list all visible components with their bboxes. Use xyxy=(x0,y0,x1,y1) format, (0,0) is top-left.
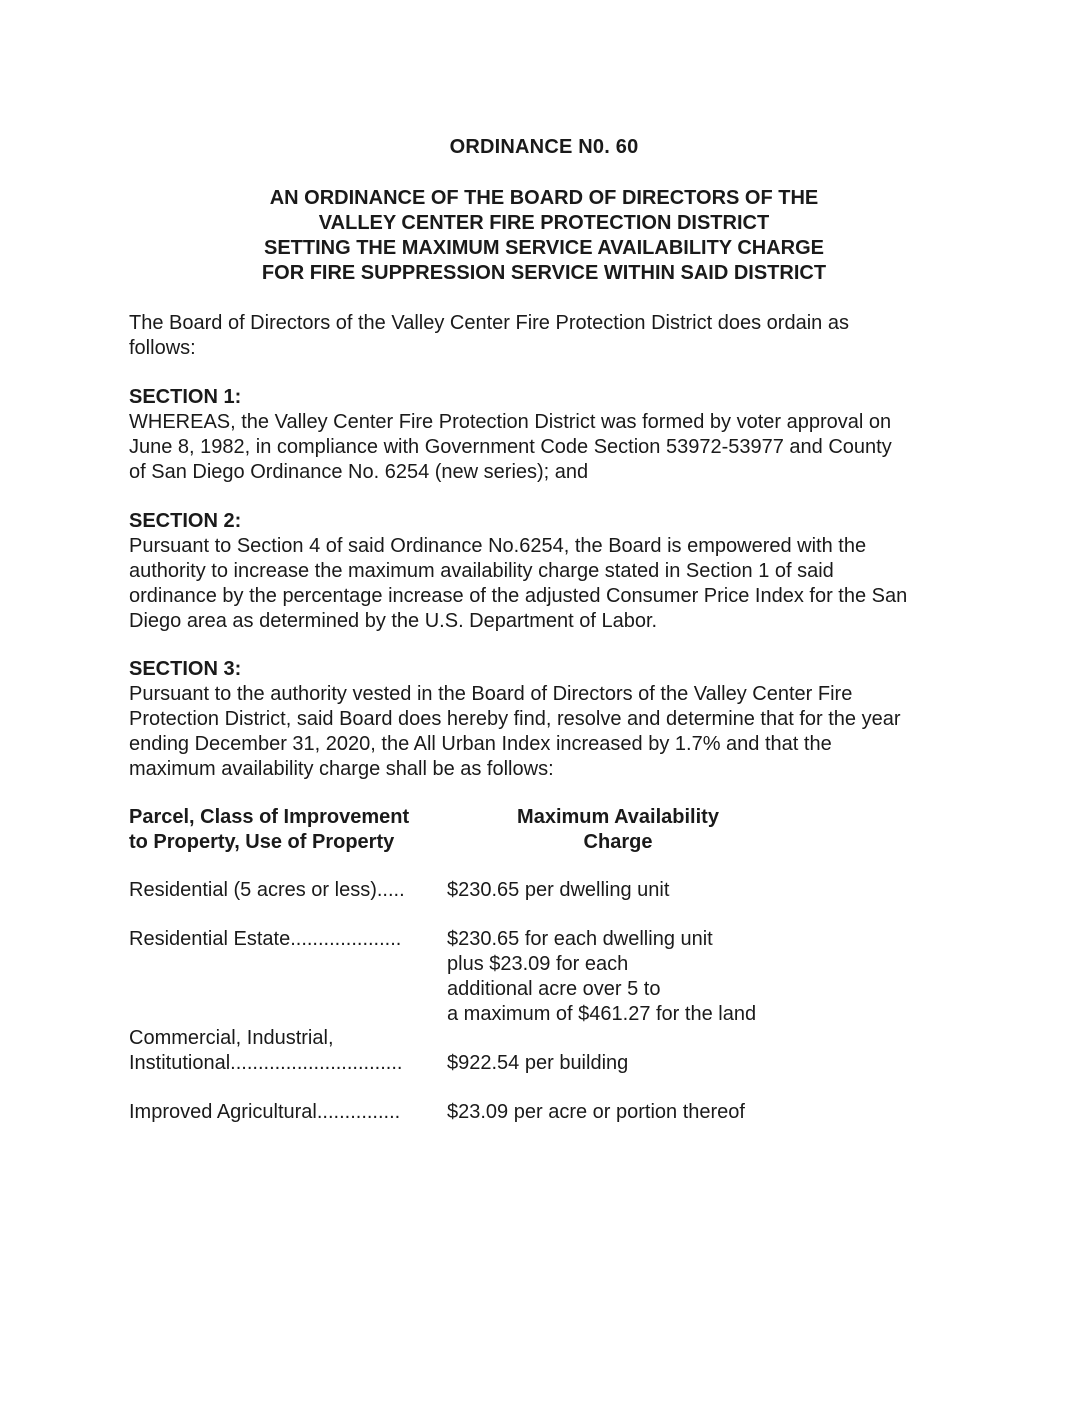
section-3-line: ending December 31, 2020, the All Urban Index increased by 1.7% and that the xyxy=(129,733,832,755)
table-row-value xyxy=(447,927,867,1027)
section-2-body xyxy=(129,534,969,634)
title-line: AN ORDINANCE OF THE BOARD OF DIRECTORS OF THE xyxy=(269,187,819,209)
table-row-value xyxy=(447,1100,867,1125)
section-1-line: June 8, 1982, in compliance with Government Code Section 53972-53977 and County xyxy=(129,436,892,458)
row-value-line: $23.09 per acre or portion thereof xyxy=(447,1101,745,1123)
section-2-line: authority to increase the maximum availability charge stated in Section 1 of said xyxy=(129,560,834,582)
intro-paragraph xyxy=(129,311,969,361)
section-2-line: Pursuant to Section 4 of said Ordinance No.6254, the Board is empowered with the xyxy=(129,535,867,557)
row-label-line: Commercial, Industrial, xyxy=(129,1027,334,1049)
table-header-line: Parcel, Class of Improvement xyxy=(129,806,410,828)
section-3-line: maximum availability charge shall be as follows: xyxy=(129,758,554,780)
section-2-line: ordinance by the percentage increase of the adjusted Consumer Price Index for the San xyxy=(129,585,908,607)
table-row-label xyxy=(129,1026,429,1076)
table-header-property-class xyxy=(129,805,449,855)
title-line: FOR FIRE SUPPRESSION SERVICE WITHIN SAID DISTRICT xyxy=(261,262,827,284)
ordinance-number: ORDINANCE N0. 60 xyxy=(449,136,639,158)
table-row-value xyxy=(447,878,867,903)
row-value-line: additional acre over 5 to xyxy=(447,978,661,1000)
intro-line: The Board of Directors of the Valley Center Fire Protection District does ordain as xyxy=(129,312,849,334)
table-header-line: to Property, Use of Property xyxy=(129,831,395,853)
row-value-line: a maximum of $461.27 for the land xyxy=(447,1003,757,1025)
section-3-heading: SECTION 3: xyxy=(129,658,242,680)
row-value-line: plus $23.09 for each xyxy=(447,953,629,975)
section-1-line: WHEREAS, the Valley Center Fire Protection District was formed by voter approval on xyxy=(129,411,892,433)
section-2-heading: SECTION 2: xyxy=(129,510,242,532)
section-2-line: Diego area as determined by the U.S. Department of Labor. xyxy=(129,610,658,632)
row-label-line: Residential Estate.................... xyxy=(129,928,402,950)
section-1-heading: SECTION 1: xyxy=(129,386,242,408)
title-line: SETTING THE MAXIMUM SERVICE AVAILABILITY CHARGE xyxy=(263,237,825,259)
row-label-line: Improved Agricultural............... xyxy=(129,1101,401,1123)
row-value-line: $230.65 for each dwelling unit xyxy=(447,928,713,950)
table-header-max-charge xyxy=(478,805,758,855)
section-1-body xyxy=(129,410,969,485)
table-header-line: Maximum Availability xyxy=(517,806,719,828)
section-3-line: Pursuant to the authority vested in the Board of Directors of the Valley Center Fire xyxy=(129,683,853,705)
section-3-line: Protection District, said Board does hereby find, resolve and determine that for the year xyxy=(129,708,901,730)
section-3-body xyxy=(129,682,969,782)
section-1-line: of San Diego Ordinance No. 6254 (new series); and xyxy=(129,461,589,483)
table-row-label xyxy=(129,1100,429,1125)
table-header-line: Charge xyxy=(583,831,653,853)
row-value-line: $922.54 per building xyxy=(447,1052,629,1074)
ordinance-title xyxy=(0,186,1088,286)
table-row-label xyxy=(129,927,429,952)
row-value-line: $230.65 per dwelling unit xyxy=(447,879,670,901)
table-row-value xyxy=(447,1051,867,1076)
table-row-label xyxy=(129,878,429,903)
row-label-line: Institutional............................... xyxy=(129,1052,403,1074)
title-line: VALLEY CENTER FIRE PROTECTION DISTRICT xyxy=(318,212,770,234)
intro-line: follows: xyxy=(129,337,196,359)
row-label-line: Residential (5 acres or less)..... xyxy=(129,879,405,901)
